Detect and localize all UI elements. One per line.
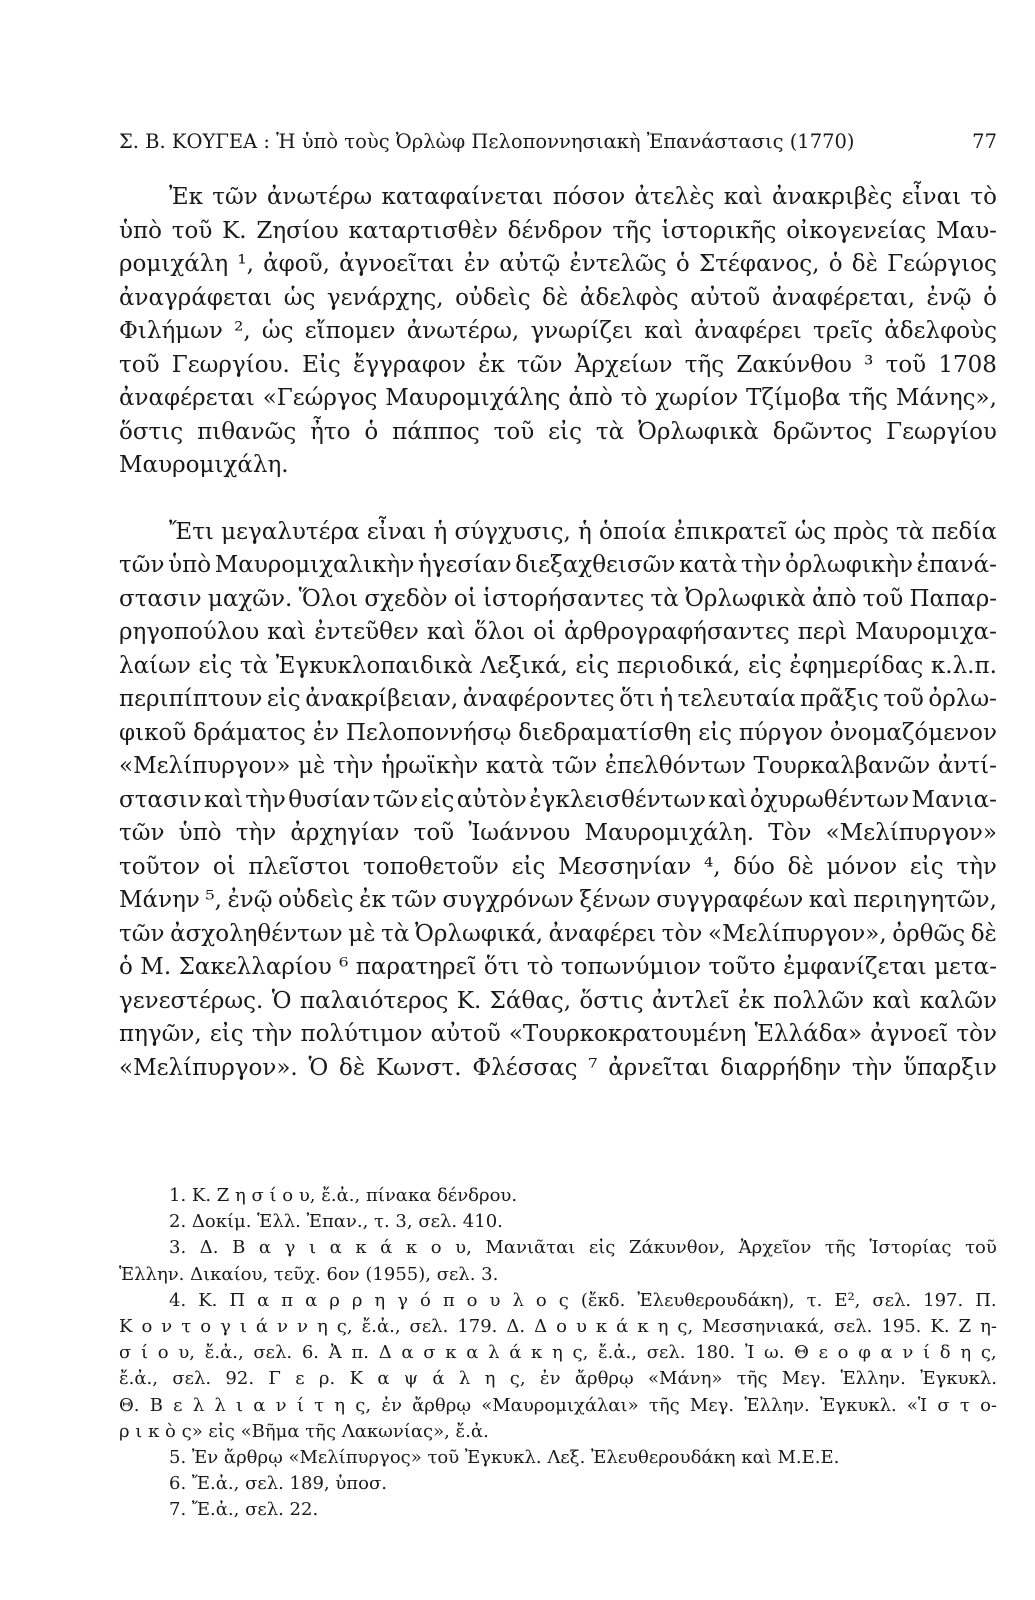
text-line: τοῦ Γεωργίου. Εἰς ἔγγραφον ἐκ τῶν Ἀρχείων τῆς Ζακύνθου ³ τοῦ 1708 — [119, 351, 997, 378]
text-line: τῶν ὑπὸ Μαυρομιχαλικὴν ἡγεσίαν διεξαχθεισῶν κατὰ τὴν ὀρλωφικὴν ἐπανά- — [119, 552, 997, 578]
header-title: Σ. Β. ΚΟΥΓΕΑ : Ἡ ὑπὸ τοὺς Ὀρλὼφ Πελοποννησιακὴ Ἐπανάστασις (1770) — [119, 130, 855, 153]
text-line: «Μελίπυργον». Ὁ δὲ Κωνστ. Φλέσσας ⁷ ἀρνεῖται διαρρήδην τὴν ὕπαρξιν — [119, 1054, 997, 1081]
footnote-line: Κ ο ν τ ο γ ι ά ν ν η ς, ἔ.ἀ., σελ. 179. Δ. Δ ο υ κ ά κ η ς, Μεσσηνιακά, σελ. 195. Κ. Ζ η- — [119, 1315, 997, 1337]
page-number: 77 — [972, 130, 997, 153]
text-line: Ἔτι μεγαλυτέρα εἶναι ἡ σύγχυσις, ἡ ὁποία ἐπικρατεῖ ὡς πρὸς τὰ πεδία — [169, 518, 997, 545]
footnote — [119, 1471, 997, 1497]
footnote-line: 2. Δοκίμ. Ἑλλ. Ἐπαν., τ. 3, σελ. 410. — [169, 1211, 503, 1233]
text-line: Ἐκ τῶν ἀνωτέρω καταφαίνεται πόσον ἀτελὲς καὶ ἀνακριβὲς εἶναι τὸ — [169, 184, 997, 210]
text-line: Μαυρομιχάλη. — [119, 452, 289, 478]
footnote-line: ρ ι κ ὸ ς» εἰς «Βῆμα τῆς Λακωνίας», ἔ.ἀ. — [119, 1420, 489, 1442]
text-line: ὑπὸ τοῦ Κ. Ζησίου καταρτισθὲν δένδρον τῆς ἱστορικῆς οἰκογενείας Μαυ- — [119, 217, 997, 244]
text-line: φικοῦ δράματος ἐν Πελοποννήσῳ διεδραματίσθη εἰς πύργον ὀνομαζόμενον — [119, 719, 997, 746]
text-line: ρηγοπούλου καὶ ἐντεῦθεν καὶ ὅλοι οἱ ἀρθρογραφήσαντες περὶ Μαυρομιχα- — [119, 619, 997, 645]
text-line: ἀναφέρεται «Γεώργος Μαυρομιχάλης ἀπὸ τὸ χωρίον Τζίμοβα τῆς Μάνης», — [119, 385, 997, 411]
text-line: Μάνην ⁵, ἐνῷ οὐδεὶς ἐκ τῶν συγχρόνων ξένων συγγραφέων καὶ περιηγητῶν, — [119, 887, 997, 913]
text-line: τῶν ἀσχοληθέντων μὲ τὰ Ὀρλωφικά, ἀναφέρει τὸν «Μελίπυργον», ὀρθῶς δὲ — [119, 920, 997, 947]
paragraph — [119, 181, 997, 483]
text-line: ἀναγράφεται ὡς γενάρχης, οὐδεὶς δὲ ἀδελφὸς αὐτοῦ ἀναφέρεται, ἐνῷ ὁ — [119, 284, 997, 311]
text-line: Φιλήμων ², ὡς εἴπομεν ἀνωτέρω, γνωρίζει καὶ ἀναφέρει τρεῖς ἀδελφοὺς — [119, 318, 997, 344]
text-line: «Μελίπυργον» μὲ τὴν ἡρωϊκὴν κατὰ τῶν ἐπελθόντων Τουρκαλβανῶν ἀντί- — [119, 753, 997, 779]
footnote-line: Θ. Β ε λ λ ι α ν ί τ η ς, ἐν ἄρθρῳ «Μαυρομιχάλαι» τῆς Μεγ. Ἑλλην. Ἐγκυκλ. «Ἱ σ τ ο- — [119, 1394, 997, 1416]
footnote-line: σ ί ο υ, ἔ.ἀ., σελ. 6. Ἀ π. Δ α σ κ α λ ά κ η ς, ἔ.ἀ., σελ. 180. Ἰ ω. Θ ε ο φ α ν ί δ η ς, — [119, 1342, 997, 1364]
footnote — [119, 1497, 997, 1523]
footnote-line: 4. Κ. Π α π α ρ ρ η γ ό π ο υ λ ο ς (ἔκδ. Ἐλευθερουδάκη), τ. Ε², σελ. 197. Π. — [169, 1289, 997, 1311]
footnote-line: Ἑλλην. Δικαίου, τεῦχ. 6ον (1955), σελ. 3. — [119, 1263, 499, 1285]
text-line: ὅστις πιθανῶς ἦτο ὁ πάππος τοῦ εἰς τὰ Ὀρλωφικὰ δρῶντος Γεωργίου — [119, 418, 997, 445]
body-text — [119, 181, 997, 1085]
text-line: στασιν μαχῶν. Ὅλοι σχεδὸν οἱ ἱστορήσαντες τὰ Ὀρλωφικὰ ἀπὸ τοῦ Παπαρ- — [119, 585, 997, 612]
footnote — [119, 1235, 997, 1287]
paragraph — [119, 516, 997, 1086]
text-line: λαίων εἰς τὰ Ἐγκυκλοπαιδικὰ Λεξικά, εἰς περιοδικά, εἰς ἐφημερίδας κ.λ.π. — [119, 652, 997, 679]
text-line: περιπίπτουν εἰς ἀνακρίβειαν, ἀναφέροντες ὅτι ἡ τελευταία πρᾶξις τοῦ ὀρλω- — [119, 686, 997, 712]
footnote-line: 3. Δ. Β α γ ι α κ ά κ ο υ, Μανιᾶται εἰς Ζάκυνθον, Ἀρχεῖον τῆς Ἱστορίας τοῦ — [169, 1237, 997, 1259]
footnote — [119, 1209, 997, 1235]
text-line: πηγῶν, εἰς τὴν πολύτιμον αὐτοῦ «Τουρκοκρατουμένη Ἑλλάδα» ἀγνοεῖ τὸν — [119, 1021, 997, 1047]
text-line: τοῦτον οἱ πλεῖστοι τοποθετοῦν εἰς Μεσσηνίαν ⁴, δύο δὲ μόνον εἰς τὴν — [119, 853, 997, 880]
text-line: τῶν ὑπὸ τὴν ἀρχηγίαν τοῦ Ἰωάννου Μαυρομιχάλη. Τὸν «Μελίπυργον» — [119, 820, 997, 846]
footnotes — [119, 1183, 997, 1523]
footnote-line: 5. Ἐν ἄρθρῳ «Μελίπυργος» τοῦ Ἐγκυκλ. Λεξ. Ἐλευθερουδάκη καὶ Μ.Ε.Ε. — [169, 1446, 840, 1468]
text-line: στασιν καὶ τὴν θυσίαν τῶν εἰς αὐτὸν ἐγκλεισθέντων καὶ ὀχυρωθέντων Μανια- — [119, 786, 997, 813]
footnote — [119, 1445, 997, 1471]
footnote — [119, 1288, 997, 1445]
footnote-line: 7. Ἔ.ἀ., σελ. 22. — [169, 1499, 319, 1521]
footnote — [119, 1183, 997, 1209]
text-line: γενεστέρως. Ὁ παλαιότερος Κ. Σάθας, ὅστις ἀντλεῖ ἐκ πολλῶν καὶ καλῶν — [119, 987, 997, 1014]
footnote-line: ἔ.ἀ., σελ. 92. Γ ε ρ. Κ α ψ ά λ η ς, ἐν ἄρθρῳ «Μάνη» τῆς Μεγ. Ἑλλην. Ἐγκυκλ. — [119, 1368, 997, 1390]
text-line: ρομιχάλη ¹, ἀφοῦ, ἀγνοεῖται ἐν αὐτῷ ἐντελῶς ὁ Στέφανος, ὁ δὲ Γεώργιος — [119, 251, 997, 277]
footnote-line: 1. Κ. Ζ η σ ί ο υ, ἔ.ἀ., πίνακα δένδρου. — [169, 1185, 518, 1206]
text-line: ὁ Μ. Σακελλαρίου ⁶ παρατηρεῖ ὅτι τὸ τοπωνύμιον τοῦτο ἐμφανίζεται μετα- — [119, 954, 997, 980]
footnote-line: 6. Ἔ.ἀ., σελ. 189, ὑποσ. — [169, 1473, 387, 1495]
